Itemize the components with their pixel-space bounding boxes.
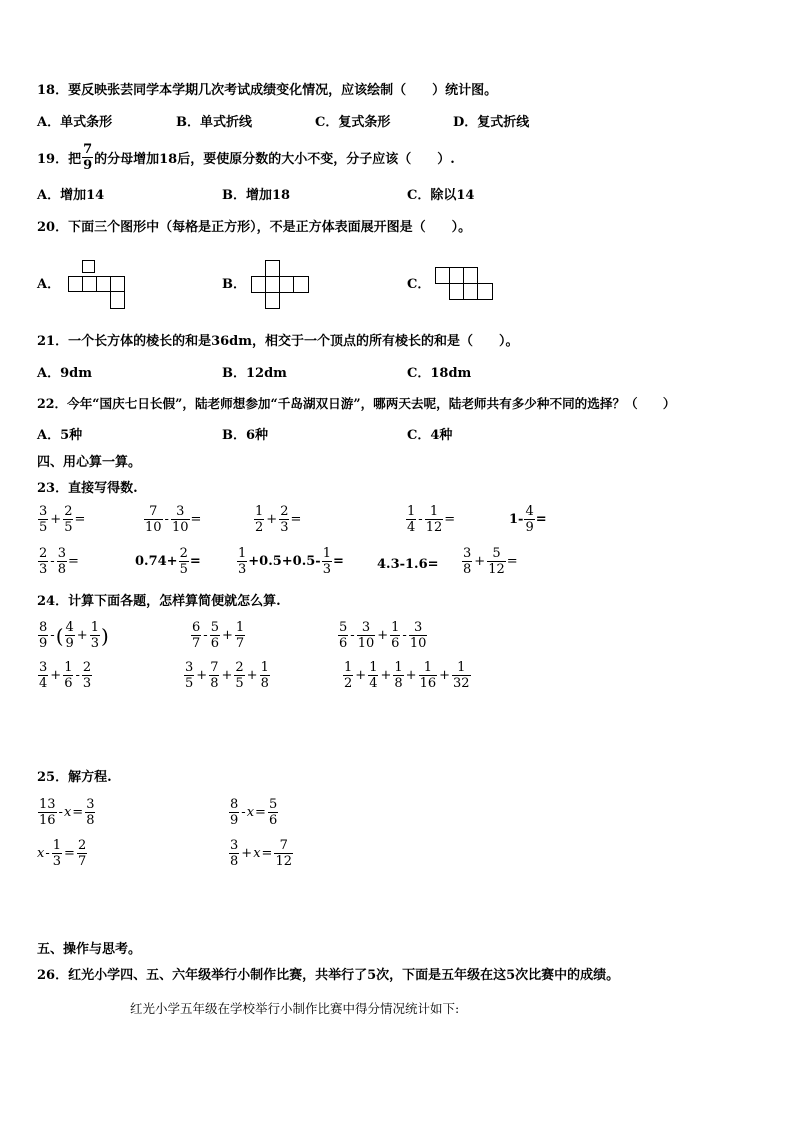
- q24-expr-3: $\frac{5}{6}$ - $\frac{3}{10}$ + $\frac{1}{6}$ - $\frac{3}{10}$: [339, 620, 427, 651]
- fraction: $\frac{7}{12}$: [275, 838, 292, 869]
- fraction: $\frac{3}{8}$: [230, 838, 239, 869]
- fraction: $\frac{2}{5}$: [179, 546, 188, 577]
- fraction: $\frac{7}{8}$: [210, 660, 219, 691]
- fraction: $\frac{2}{7}$: [77, 838, 87, 869]
- fraction: $\frac{1}{6}$: [64, 660, 73, 691]
- section-5-heading: 五、操作与思考。: [37, 942, 142, 957]
- fraction: $\frac{1}{4}$: [369, 660, 378, 691]
- fraction: $\frac{6}{7}$: [192, 620, 201, 651]
- q18-option-d: D．复式折线: [453, 115, 530, 130]
- q23-expr-7: 0.74+ $\frac{2}{5}$ =: [135, 546, 201, 577]
- fraction: $\frac{2}{3}$: [280, 504, 289, 535]
- q22-option-c: C．4种: [407, 428, 453, 443]
- fraction: $\frac{2}{3}$: [39, 546, 48, 577]
- q23-expr-4: $\frac{1}{4}$ - $\frac{1}{12}$ =: [407, 504, 456, 535]
- fraction: $\frac{8}{9}$: [39, 620, 48, 651]
- q23-title: 23．直接写得数.: [37, 481, 138, 496]
- fraction: $\frac{5}{12}$: [488, 546, 505, 577]
- fraction: $\frac{3}{10}$: [409, 620, 427, 651]
- fraction: $\frac{1}{16}$: [419, 660, 437, 691]
- q22-option-a: A．5种: [37, 428, 83, 443]
- q19-option-a: A．增加14: [37, 188, 105, 203]
- q23-expr-10: $\frac{3}{8}$ + $\frac{5}{12}$ =: [463, 546, 518, 577]
- q23-expr-6: $\frac{2}{3}$ - $\frac{3}{8}$ =: [39, 546, 79, 577]
- fraction: $\frac{2}{3}$: [82, 660, 92, 691]
- q23-expr-2: $\frac{7}{10}$ - $\frac{3}{10}$ =: [145, 504, 202, 535]
- q24-expr-5: $\frac{3}{5}$ + $\frac{7}{8}$ + $\frac{2}{5}$ + $\frac{1}{8}$: [185, 660, 269, 691]
- fraction: $\frac{2}{5}$: [64, 504, 73, 535]
- q24-expr-4: $\frac{3}{4}$ + $\frac{1}{6}$ - $\frac{2}{3}$: [39, 660, 92, 691]
- q23-expr-5: 1- $\frac{4}{9}$ =: [509, 504, 547, 535]
- q24-expr-2: $\frac{6}{7}$ - $\frac{5}{6}$ + $\frac{1}{7}$: [192, 620, 245, 651]
- fraction: $\frac{3}{10}$: [357, 620, 375, 651]
- fraction: $\frac{5}{6}$: [210, 620, 219, 651]
- fraction: $\frac{1}{3}$: [238, 546, 247, 577]
- fraction: $\frac{2}{5}$: [235, 660, 244, 691]
- fraction: $\frac{3}{5}$: [185, 660, 194, 691]
- q21-option-c: C．18dm: [407, 366, 472, 381]
- q23-expr-1: $\frac{3}{5}$ + $\frac{2}{5}$ =: [39, 504, 86, 535]
- q23-expr-9: 4.3-1.6=: [377, 557, 439, 572]
- fraction: $\frac{13}{16}$: [39, 797, 56, 828]
- fraction: $\frac{1}{2}$: [344, 660, 353, 691]
- fraction: $\frac{1}{8}$: [260, 660, 269, 691]
- q23-expr-8: $\frac{1}{3}$ +0.5+0.5- $\frac{1}{3}$ =: [238, 546, 344, 577]
- fraction: $\frac{4}{9}$: [65, 620, 74, 651]
- section-4-heading: 四、用心算一算。: [37, 455, 142, 470]
- q19-option-c: C．除以14: [407, 188, 475, 203]
- fraction: $\frac{1}{2}$: [255, 504, 264, 535]
- q19-suffix: 的分母增加18后，要使原分数的大小不变，分子应该（ ）.: [94, 152, 455, 167]
- fraction: $\frac{3}{8}$: [57, 546, 66, 577]
- fraction: $\frac{4}{9}$: [525, 504, 534, 535]
- q18-option-c: C．复式条形: [315, 115, 391, 130]
- fraction: $\frac{1}{6}$: [391, 620, 400, 651]
- fraction: $\frac{1}{7}$: [235, 620, 245, 651]
- q19-option-b: B．增加18: [222, 188, 291, 203]
- q24-expr-1: $\frac{8}{9}$ - ( $\frac{4}{9}$ + $\frac{1}{3}$ ): [39, 620, 109, 651]
- q19-text: [37, 142, 455, 173]
- q26-subtitle: 红光小学五年级在学校举行小制作比赛中得分情况统计如下:: [130, 1001, 460, 1016]
- q26-text: 26．红光小学四、五、六年级举行小制作比赛，共举行了5次，下面是五年级在这5次比赛中的成绩。: [37, 968, 620, 983]
- fraction: $\frac{1}{3}$: [52, 838, 62, 869]
- q25-title: 25．解方程.: [37, 770, 112, 785]
- q20-option-c: C．: [407, 277, 431, 292]
- q20-option-a: A．: [37, 277, 61, 292]
- fraction: $\frac{1}{8}$: [394, 660, 403, 691]
- fraction: $\frac{3}{5}$: [39, 504, 48, 535]
- q20-text: 20．下面三个图形中（每格是正方形），不是正方体表面展开图是（ ）。: [37, 220, 472, 235]
- q23-expr-3: $\frac{1}{2}$ + $\frac{2}{3}$ =: [255, 504, 302, 535]
- fraction: $\frac{3}{4}$: [39, 660, 48, 691]
- q25-eq-1: $\frac{13}{16}$ - x = $\frac{3}{8}$: [39, 797, 95, 828]
- fraction: $\frac{8}{9}$: [230, 797, 239, 828]
- q25-eq-3: x - $\frac{1}{3}$ = $\frac{2}{7}$: [37, 838, 87, 869]
- q21-text: 21．一个长方体的棱长的和是36dm，相交于一个顶点的所有棱长的和是（ ）。: [37, 334, 519, 349]
- q25-eq-4: $\frac{3}{8}$ + x = $\frac{7}{12}$: [230, 838, 292, 869]
- q18-option-b: B．单式折线: [176, 115, 252, 130]
- fraction: $\frac{5}{6}$: [268, 797, 278, 828]
- fraction: $\frac{3}{8}$: [86, 797, 95, 828]
- q24-title: 24．计算下面各题，怎样算简便就怎么算.: [37, 594, 281, 609]
- fraction: $\frac{5}{6}$: [339, 620, 348, 651]
- fraction: $\frac{3}{10}$: [171, 504, 189, 535]
- q21-option-a: A．9dm: [37, 366, 92, 381]
- q25-eq-2: $\frac{8}{9}$ - x = $\frac{5}{6}$: [230, 797, 278, 828]
- q21-option-b: B．12dm: [222, 366, 287, 381]
- q19-prefix: 19．把: [37, 152, 82, 167]
- q22-option-b: B．6种: [222, 428, 269, 443]
- fraction: $\frac{1}{4}$: [407, 504, 416, 535]
- q22-text: 22．今年“国庆七日长假”，陆老师想参加“千岛湖双日游”，哪两天去呢，陆老师共有多少种不同的选择？（ ）: [37, 396, 676, 411]
- fraction: $\frac{7}{10}$: [145, 504, 162, 535]
- fraction: $\frac{1}{3}$: [322, 546, 331, 577]
- fraction: $\frac{7}{9}$: [83, 142, 93, 173]
- fraction: $\frac{1}{32}$: [453, 660, 470, 691]
- fraction: $\frac{1}{3}$: [90, 620, 99, 651]
- q24-expr-6: $\frac{1}{2}$ + $\frac{1}{4}$ + $\frac{1}{8}$ + $\frac{1}{16}$ + $\frac{1}{32}$: [344, 660, 470, 691]
- fraction: $\frac{3}{8}$: [463, 546, 472, 577]
- fraction: $\frac{1}{12}$: [425, 504, 443, 535]
- q20-option-b: B．: [222, 277, 246, 292]
- q18-option-a: A．单式条形: [37, 115, 113, 130]
- q18-text: 18．要反映张芸同学本学期几次考试成绩变化情况，应该绘制（ ）统计图。: [37, 83, 498, 98]
